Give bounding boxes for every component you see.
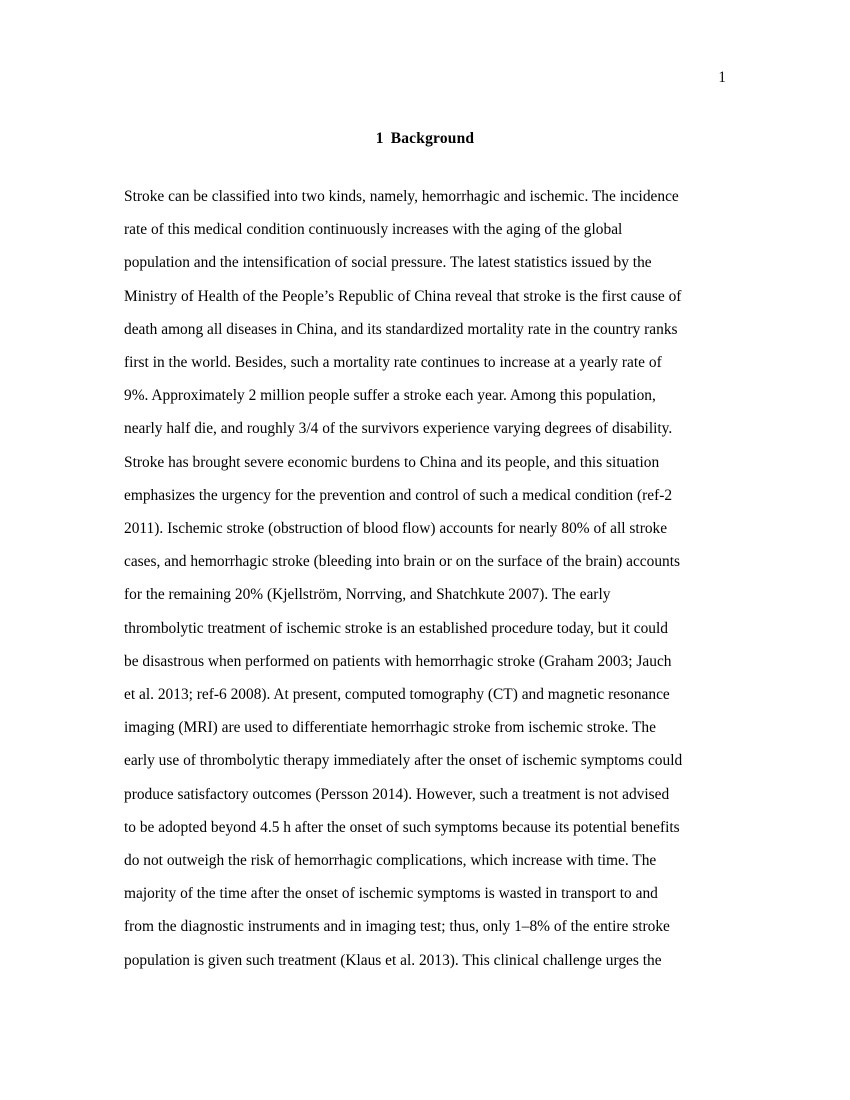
body-line: 2011). Ischemic stroke (obstruction of blood flow) accounts for nearly 80% of all stroke (124, 520, 668, 538)
body-line: Stroke can be classified into two kinds, namely, hemorrhagic and ischemic. The incidence (124, 188, 679, 205)
body-line: first in the world. Besides, such a mortality rate continues to increase at a yearly rate of (124, 354, 662, 372)
body-line: early use of thrombolytic therapy immediately after the onset of ischemic symptoms could (124, 752, 683, 770)
body-text-block (124, 180, 728, 977)
section-heading-number: 1 (375, 130, 384, 147)
body-line: Stroke has brought severe economic burdens to China and its people, and this situation (124, 453, 660, 471)
body-line: Ministry of Health of the People’s Republic of China reveal that stroke is the first cause of (124, 287, 682, 305)
body-line: from the diagnostic instruments and in imaging test; thus, only 1–8% of the entire stroke (124, 918, 670, 936)
body-line: majority of the time after the onset of ischemic symptoms is wasted in transport to and (124, 885, 658, 903)
body-line: imaging (MRI) are used to differentiate hemorrhagic stroke from ischemic stroke. The (124, 719, 656, 737)
body-line: 9%. Approximately 2 million people suffer a stroke each year. Among this population, (124, 387, 656, 405)
section-heading-title: Background (390, 130, 475, 147)
body-line: to be adopted beyond 4.5 h after the onset of such symptoms because its potential benefits (124, 818, 680, 836)
body-line: nearly half die, and roughly 3/4 of the survivors experience varying degrees of disability. (124, 420, 673, 438)
body-line: et al. 2013; ref-6 2008). At present, computed tomography (CT) and magnetic resonance (124, 686, 670, 704)
body-line: thrombolytic treatment of ischemic stroke is an established procedure today, but it could (124, 619, 668, 637)
section-heading (124, 130, 726, 149)
body-line: do not outweigh the risk of hemorrhagic complications, which increase with time. The (124, 852, 657, 870)
body-line: emphasizes the urgency for the prevention and control of such a medical condition (ref-2 (124, 486, 673, 504)
body-line: population and the intensification of social pressure. The latest statistics issued by the (124, 254, 652, 272)
body-line: cases, and hemorrhagic stroke (bleeding into brain or on the surface of the brain) accounts (124, 553, 681, 571)
body-line: death among all diseases in China, and its standardized mortality rate in the country ranks (124, 320, 678, 338)
body-line: produce satisfactory outcomes (Persson 2014). However, such a treatment is not advised (124, 785, 670, 803)
body-line: for the remaining 20% (Kjellström, Norrving, and Shatchkute 2007). The early (124, 586, 611, 604)
body-line: rate of this medical condition continuously increases with the aging of the global (124, 221, 623, 239)
body-line: population is given such treatment (Klaus et al. 2013). This clinical challenge urges the (124, 951, 662, 969)
body-line: be disastrous when performed on patients with hemorrhagic stroke (Graham 2003; Jauch (124, 652, 672, 670)
page-number: 1 (718, 69, 726, 86)
